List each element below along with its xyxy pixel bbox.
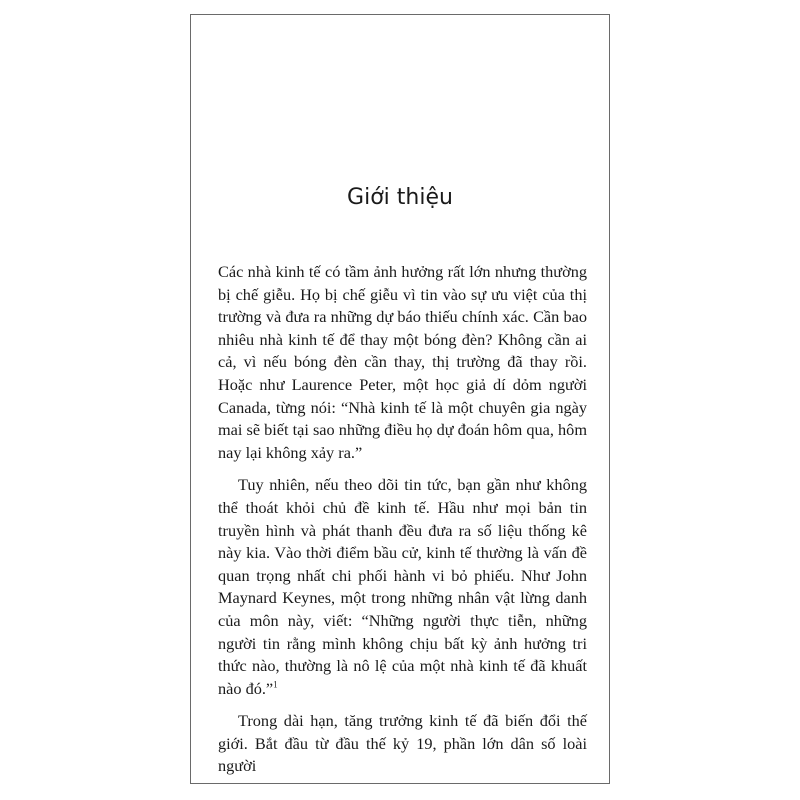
paragraph-1: Các nhà kinh tế có tầm ảnh hưởng rất lớn nhưng thường bị chế giễu. Họ bị chế giễu vì tin vào sự ưu việt của thị trường và đưa ra những dự báo thiếu chính xác. Cần bao nhiêu nhà kinh tế để thay một bóng đèn? Không cần ai cả, vì nếu bóng đèn cần thay, thị trường đã thay rồi. Hoặc như Laurence Peter, một học giả dí dỏm người Canada, từng nói: “Nhà kinh tế là một chuyên gia ngày mai sẽ biết tại sao những điều họ dự đoán hôm qua, hôm nay lại không xảy ra.” [218, 262, 587, 462]
footnote-marker: 1 [273, 679, 278, 690]
chapter-body [218, 261, 587, 788]
paragraph-2-text: Tuy nhiên, nếu theo dõi tin tức, bạn gần như không thể thoát khỏi chủ đề kinh tế. Hầu như mọi bản tin truyền hình và phát thanh đều đưa ra số liệu thống kê này kia. Vào thời điểm bầu cử, kinh tế thường là vấn đề quan trọng nhất chi phối hành vi bỏ phiếu. Như John Maynard Keynes, một trong những nhân vật lừng danh của môn này, viết: “Những người thực tiễn, những người tin rằng mình không chịu bất kỳ ảnh hưởng tri thức nào, thường là nô lệ của một nhà kinh tế đã khuất nào đó.” [218, 475, 587, 698]
paragraph-2 [218, 474, 587, 700]
book-page [190, 14, 610, 784]
chapter-title: Giới thiệu [347, 185, 453, 210]
paragraph-3: Trong dài hạn, tăng trưởng kinh tế đã biến đổi thế giới. Bắt đầu từ đầu thế kỷ 19, phần lớn dân số loài người [218, 711, 587, 776]
